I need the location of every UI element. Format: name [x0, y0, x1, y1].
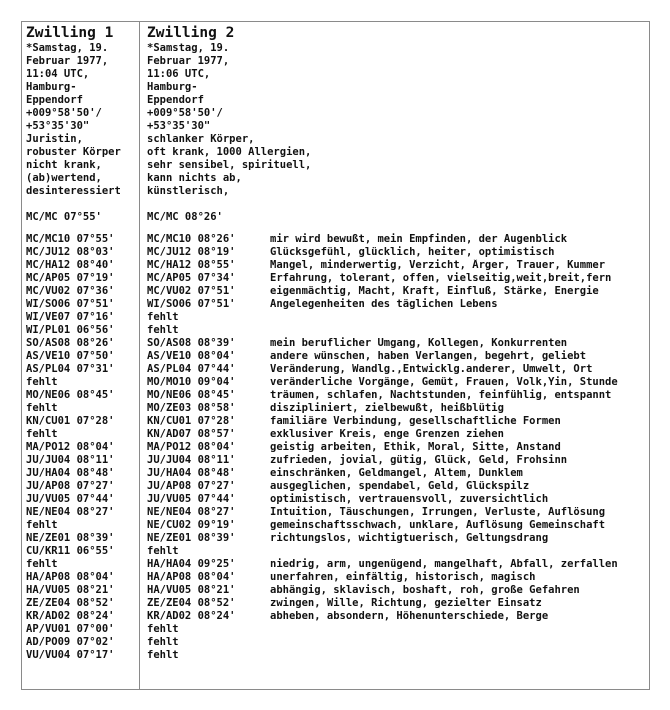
twin2-aspect-row — [147, 363, 647, 376]
twin2-aspect-row — [147, 519, 647, 532]
aspect-code: KR/AD02 08°24' — [147, 610, 236, 622]
aspect-description: niedrig, arm, ungenügend, mangelhaft, Abfall, zerfallen — [270, 558, 618, 570]
aspect-description: eigenmächtig, Macht, Kraft, Einfluß, Stärke, Energie — [270, 285, 599, 297]
aspect-description: familiäre Verbindung, gesellschaftliche Formen — [270, 415, 561, 427]
aspect-code: SO/AS08 08°39' — [147, 337, 236, 349]
twin1-aspect-row: MC/HA12 08°40' — [26, 259, 115, 271]
twin2-aspect-row — [147, 272, 647, 285]
spacer — [147, 224, 647, 233]
aspect-description: Veränderung, Wandlg.,Entwicklg.anderer, Umwelt, Ort — [270, 363, 593, 375]
twin1-aspect-row: fehlt — [26, 376, 58, 388]
twin2-info-line: *Samstag, 19. — [147, 42, 230, 54]
aspect-code: fehlt — [147, 311, 179, 323]
twin2-aspect-row — [147, 259, 647, 272]
aspect-code: fehlt — [147, 623, 179, 635]
aspect-code: JU/HA04 08°48' — [147, 467, 236, 479]
twin2-aspect-row — [147, 454, 647, 467]
twin1-rows — [26, 233, 136, 662]
aspect-code: HA/AP08 08°04' — [147, 571, 236, 583]
twin1-aspect-row: VU/VU04 07°17' — [26, 649, 115, 661]
twin2-aspect-row — [147, 610, 647, 623]
twin2-info-line: 11:06 UTC, — [147, 68, 211, 80]
aspect-description: mein beruflicher Umgang, Kollegen, Konkurrenten — [270, 337, 568, 349]
aspect-code: NE/CU02 09°19' — [147, 519, 236, 531]
aspect-description: Glücksgefühl, glücklich, heiter, optimistisch — [270, 246, 555, 258]
aspect-description: gemeinschaftsschwach, unklare, Auflösung Gemeinschaft — [270, 519, 606, 531]
twin1-aspect-row: AS/PL04 07°31' — [26, 363, 115, 375]
twin2-info — [147, 42, 647, 198]
twin2-aspect-row — [147, 324, 647, 337]
twin1-aspect-row: KR/AD02 08°24' — [26, 610, 115, 622]
twin2-aspect-row — [147, 428, 647, 441]
twin1-info-line: Hamburg- — [26, 81, 77, 93]
column-divider — [139, 22, 140, 689]
twin1-aspect-row: JU/HA04 08°48' — [26, 467, 115, 479]
twin1-aspect-row: JU/JU04 08°11' — [26, 454, 115, 466]
twin1-aspect-row: fehlt — [26, 402, 58, 414]
aspect-code: JU/VU05 07°44' — [147, 493, 236, 505]
aspect-code: HA/VU05 08°21' — [147, 584, 236, 596]
aspect-code: MC/AP05 07°34' — [147, 272, 236, 284]
twin2-info-line: Februar 1977, — [147, 55, 230, 67]
aspect-description: ausgeglichen, spendabel, Geld, Glückspilz — [270, 480, 530, 492]
aspect-description: exklusiver Kreis, enge Grenzen ziehen — [270, 428, 504, 440]
twin2-info-line: künstlerisch, — [147, 185, 230, 197]
twin1-info-line: 11:04 UTC, — [26, 68, 90, 80]
twin1-info-line: robuster Körper — [26, 146, 121, 158]
twin1-mc: MC/MC 07°55' — [26, 211, 102, 223]
twin1-aspect-row: fehlt — [26, 428, 58, 440]
aspect-code: JU/JU04 08°11' — [147, 454, 236, 466]
twin2-aspect-row — [147, 246, 647, 259]
spacer — [26, 198, 136, 211]
aspect-code: WI/SO06 07°51' — [147, 298, 236, 310]
twin2-aspect-row — [147, 623, 647, 636]
aspect-code: fehlt — [147, 324, 179, 336]
twin1-info-line: Februar 1977, — [26, 55, 109, 67]
aspect-code: MC/JU12 08°19' — [147, 246, 236, 258]
spacer — [26, 224, 136, 233]
twin2-info-line: Hamburg- — [147, 81, 198, 93]
twin2-info-line: schlanker Körper, — [147, 133, 255, 145]
aspect-description: veränderliche Vorgänge, Gemüt, Frauen, Volk,Yin, Stunde — [270, 376, 618, 388]
twin1-aspect-row: MA/PO12 08°04' — [26, 441, 115, 453]
aspect-description: geistig arbeiten, Ethik, Moral, Sitte, Anstand — [270, 441, 561, 453]
twin1-aspect-row: fehlt — [26, 558, 58, 570]
twin2-info-line: +53°35'30" — [147, 120, 211, 132]
aspect-description: optimistisch, vertrauensvoll, zuversichtlich — [270, 493, 549, 505]
twin1-info-line: +009°58'50'/ — [26, 107, 102, 119]
twin2-aspect-row — [147, 558, 647, 571]
twin2-mc: MC/MC 08°26' — [147, 211, 223, 223]
twin1-aspect-row: WI/VE07 07°16' — [26, 311, 115, 323]
twin2-aspect-row — [147, 337, 647, 350]
twin2-aspect-row — [147, 493, 647, 506]
twin1-info — [26, 42, 136, 198]
twin1-aspect-row: AP/VU01 07°00' — [26, 623, 115, 635]
twin2-info-line: Eppendorf — [147, 94, 204, 106]
twin1-info-line: (ab)wertend, — [26, 172, 102, 184]
twin1-aspect-row: HA/AP08 08°04' — [26, 571, 115, 583]
aspect-description: einschränken, Geldmangel, Altem, Dunklem — [270, 467, 523, 479]
aspect-description: träumen, schlafen, Nachtstunden, feinfühlig, entspannt — [270, 389, 612, 401]
aspect-code: fehlt — [147, 649, 179, 661]
twin2-aspect-row — [147, 480, 647, 493]
twin1-aspect-row: MC/VU02 07°36' — [26, 285, 115, 297]
twin2-aspect-row — [147, 467, 647, 480]
twin2-aspect-row — [147, 649, 647, 662]
twin1-info-line: Eppendorf — [26, 94, 83, 106]
twin2-aspect-row — [147, 233, 647, 246]
aspect-code: MO/MO10 09°04' — [147, 376, 236, 388]
twin2-aspect-row — [147, 415, 647, 428]
twin2-aspect-row — [147, 584, 647, 597]
aspect-code: MC/VU02 07°51' — [147, 285, 236, 297]
twin2-aspect-row — [147, 636, 647, 649]
twin2-aspect-row — [147, 376, 647, 389]
twin1-aspect-row: ZE/ZE04 08°52' — [26, 597, 115, 609]
twin2-title: Zwilling 2 — [147, 25, 235, 41]
aspect-code: ZE/ZE04 08°52' — [147, 597, 236, 609]
twin1-aspect-row: AD/PO09 07°02' — [26, 636, 115, 648]
aspect-code: fehlt — [147, 636, 179, 648]
twin1-aspect-row: fehlt — [26, 519, 58, 531]
aspect-description: abhängig, sklavisch, boshaft, roh, große Gefahren — [270, 584, 580, 596]
aspect-description: Mangel, minderwertig, Verzicht, Ärger, Trauer, Kummer — [270, 259, 606, 271]
aspect-description: richtungslos, wichtigtuerisch, Geltungsdrang — [270, 532, 549, 544]
aspect-code: fehlt — [147, 545, 179, 557]
twin2-rows — [147, 233, 647, 662]
twin2-aspect-row — [147, 285, 647, 298]
twin1-info-line: desinteressiert — [26, 185, 121, 197]
aspect-code: JU/AP08 07°27' — [147, 480, 236, 492]
aspect-description: abheben, absondern, Höhenunterschiede, Berge — [270, 610, 549, 622]
twin2-aspect-row — [147, 402, 647, 415]
twin2-info-line: +009°58'50'/ — [147, 107, 223, 119]
aspect-description: zufrieden, jovial, gütig, Glück, Geld, Frohsinn — [270, 454, 568, 466]
aspect-description: unerfahren, einfältig, historisch, magisch — [270, 571, 536, 583]
twin2-aspect-row — [147, 571, 647, 584]
twin2-aspect-row — [147, 311, 647, 324]
aspect-code: HA/HA04 09°25' — [147, 558, 236, 570]
twin-comparison-table — [21, 21, 650, 690]
twin2-info-line: sehr sensibel, spirituell, — [147, 159, 312, 171]
aspect-code: AS/PL04 07°44' — [147, 363, 236, 375]
twin2-info-line: kann nichts ab, — [147, 172, 242, 184]
twin1-aspect-row: AS/VE10 07°50' — [26, 350, 115, 362]
twin2-aspect-row — [147, 350, 647, 363]
twin1-aspect-row: WI/PL01 06°56' — [26, 324, 115, 336]
aspect-description: andere wünschen, haben Verlangen, begehrt, geliebt — [270, 350, 587, 362]
twin1-info-line: *Samstag, 19. — [26, 42, 109, 54]
aspect-code: MC/MC10 08°26' — [147, 233, 236, 245]
twin1-aspect-row: WI/SO06 07°51' — [26, 298, 115, 310]
twin1-aspect-row: MC/JU12 08°03' — [26, 246, 115, 258]
aspect-description: zwingen, Wille, Richtung, gezielter Einsatz — [270, 597, 542, 609]
twin1-column — [26, 22, 136, 662]
twin1-info-line: +53°35'30" — [26, 120, 90, 132]
twin2-aspect-row — [147, 389, 647, 402]
twin1-aspect-row: HA/VU05 08°21' — [26, 584, 115, 596]
twin2-info-line: oft krank, 1000 Allergien, — [147, 146, 312, 158]
aspect-code: NE/NE04 08°27' — [147, 506, 236, 518]
twin1-aspect-row: NE/ZE01 08°39' — [26, 532, 115, 544]
aspect-description: mir wird bewußt, mein Empfinden, der Augenblick — [270, 233, 568, 245]
aspect-code: MC/HA12 08°55' — [147, 259, 236, 271]
twin1-title: Zwilling 1 — [26, 25, 114, 41]
aspect-description: Angelegenheiten des täglichen Lebens — [270, 298, 498, 310]
twin1-aspect-row: NE/NE04 08°27' — [26, 506, 115, 518]
twin2-aspect-row — [147, 597, 647, 610]
twin1-info-line: nicht krank, — [26, 159, 102, 171]
twin2-column — [147, 22, 647, 662]
twin2-aspect-row — [147, 545, 647, 558]
aspect-code: AS/VE10 08°04' — [147, 350, 236, 362]
spacer — [147, 198, 647, 211]
aspect-code: MA/PO12 08°04' — [147, 441, 236, 453]
aspect-code: NE/ZE01 08°39' — [147, 532, 236, 544]
aspect-code: MO/NE06 08°45' — [147, 389, 236, 401]
twin2-aspect-row — [147, 532, 647, 545]
twin1-aspect-row: KN/CU01 07°28' — [26, 415, 115, 427]
twin1-info-line: Juristin, — [26, 133, 83, 145]
twin1-aspect-row: MO/NE06 08°45' — [26, 389, 115, 401]
twin1-aspect-row: MC/AP05 07°19' — [26, 272, 115, 284]
twin2-aspect-row — [147, 506, 647, 519]
aspect-description: diszipliniert, zielbewußt, heißblütig — [270, 402, 504, 414]
twin1-aspect-row: JU/AP08 07°27' — [26, 480, 115, 492]
aspect-description: Erfahrung, tolerant, offen, vielseitig,weit,breit,fern — [270, 272, 612, 284]
twin1-aspect-row: SO/AS08 08°26' — [26, 337, 115, 349]
aspect-code: MO/ZE03 08°58' — [147, 402, 236, 414]
aspect-description: Intuition, Täuschungen, Irrungen, Verluste, Auflösung — [270, 506, 606, 518]
twin2-aspect-row — [147, 298, 647, 311]
twin1-aspect-row: MC/MC10 07°55' — [26, 233, 115, 245]
twin2-aspect-row — [147, 441, 647, 454]
twin1-aspect-row: JU/VU05 07°44' — [26, 493, 115, 505]
aspect-code: KN/AD07 08°57' — [147, 428, 236, 440]
twin1-aspect-row: CU/KR11 06°55' — [26, 545, 115, 557]
aspect-code: KN/CU01 07°28' — [147, 415, 236, 427]
